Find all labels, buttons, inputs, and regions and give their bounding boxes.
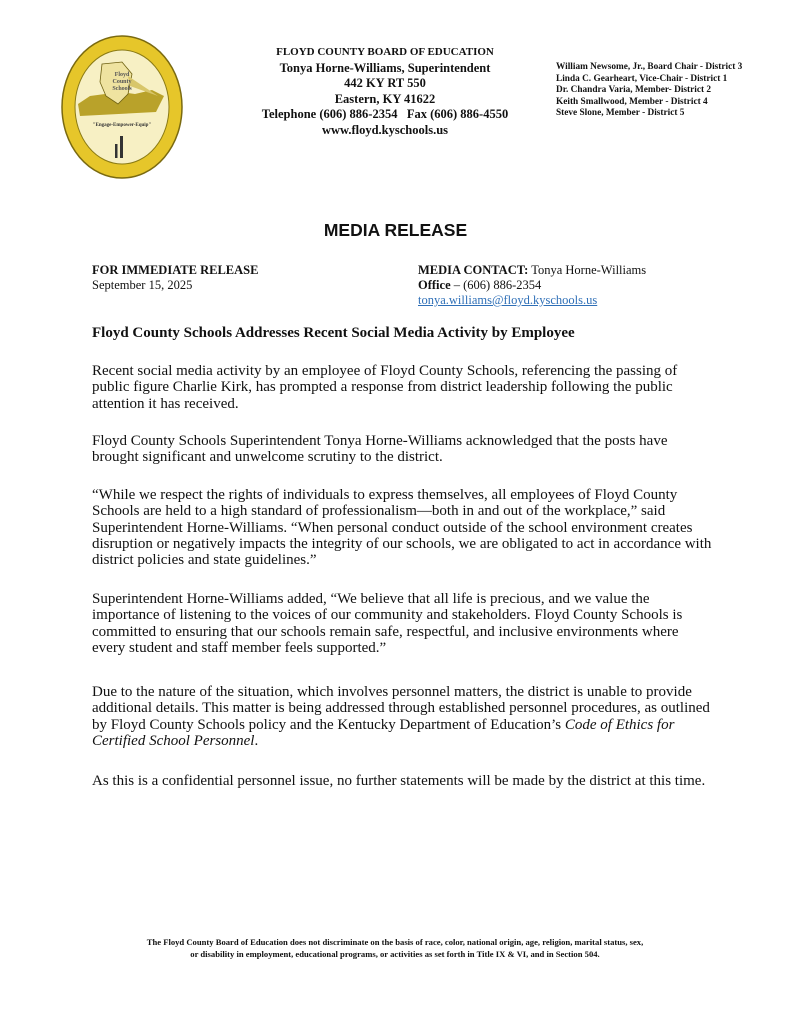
logo-inner-text-3: Schools xyxy=(112,86,132,92)
body-paragraph: Superintendent Horne-Williams added, “We believe that all life is precious, and we value the importance of listening to the voices of our community and stakeholders. Floyd County Schools is committed to ensuring that our schools remain safe, respectful, and inclusive environments where every student and staff member feels supported.” xyxy=(92,591,683,656)
body-paragraph: Floyd County Schools Superintendent Tonya Horne-Williams acknowledged that the posts have brought significant and unwelcome scrutiny to the district. xyxy=(92,433,668,466)
page-title: MEDIA RELEASE xyxy=(323,220,468,240)
superintendent: Tonya Horne-Williams, Superintendent xyxy=(279,60,491,75)
website: www.floyd.kyschools.us xyxy=(321,122,449,137)
body-paragraph: As this is a confidential personnel issue, no further statements will be made by the district at this time. xyxy=(92,773,706,789)
footer-line-2: or disability in employment, educational programs, or activities as set forth in Title IX & VI, and in Section 504. xyxy=(190,948,600,959)
org-header xyxy=(250,45,520,138)
nondiscrimination-footer xyxy=(60,937,730,960)
contact-name: Tonya Horne-Williams xyxy=(528,263,647,277)
code-of-ethics-title: Code of Ethics for Certified School Personnel xyxy=(92,716,675,749)
address-line-2: Eastern, KY 41622 xyxy=(334,91,436,106)
para5-text: Due to the nature of the situation, which involves personnel matters, the district is unable to provide additional details. This matter is being addressed through established personnel procedures, as outlined by Floyd County Schools policy and the Kentucky Department of Education’s xyxy=(92,684,710,733)
logo-inner-text-2: County xyxy=(112,79,132,85)
board-member: Dr. Chandra Varia, Member- District 2 xyxy=(556,85,712,96)
contact-label: MEDIA CONTACT: xyxy=(418,263,529,277)
phone-fax: Telephone (606) 886-2354 Fax (606) 886-4550 xyxy=(261,107,509,121)
body-paragraph: Recent social media activity by an employee of Floyd County Schools, referencing the passing of public figure Charlie Kirk, has prompted a response from district leadership following the public attention it has received. xyxy=(92,363,678,412)
office-label: Office xyxy=(418,278,451,292)
release-date: September 15, 2025 xyxy=(92,278,193,292)
office-phone: – (606) 886-2354 xyxy=(450,278,542,292)
logo-inner-text-1: Floyd xyxy=(114,72,130,78)
logo-motto: "Engage-Empower-Equip" xyxy=(92,123,152,128)
para5-end: . xyxy=(254,732,259,749)
board-member: Steve Slone, Member - District 5 xyxy=(556,108,685,119)
org-name: FLOYD COUNTY BOARD OF EDUCATION xyxy=(276,46,494,58)
body-paragraph: “While we respect the rights of individuals to express themselves, all employees of Floyd County Schools are held to a high standard of professionalism—both in and out of the workplace,” said Superintendent Horne-Williams. “When personal conduct outside of the school environment creates disruption or negatively impacts the integrity of our schools, we are obligated to act in accordance with district policies and state guidelines.” xyxy=(92,487,712,569)
release-block xyxy=(92,263,258,293)
district-logo-seal xyxy=(60,34,184,180)
release-label: FOR IMMEDIATE RELEASE xyxy=(92,263,259,277)
body-paragraph xyxy=(92,684,712,749)
footer-line-1: The Floyd County Board of Education does not discriminate on the basis of race, color, national origin, age, religion, marital status, sex, xyxy=(146,937,644,947)
address-line-1: 442 KY RT 550 xyxy=(344,76,426,90)
headline: Floyd County Schools Addresses Recent Social Media Activity by Employee xyxy=(92,325,575,341)
media-contact xyxy=(418,263,646,308)
board-members xyxy=(556,62,742,120)
contact-email-link[interactable]: tonya.williams@floyd.kyschools.us xyxy=(418,293,598,307)
board-member: William Newsome, Jr., Board Chair - District 3 xyxy=(556,62,743,72)
board-member: Linda C. Gearheart, Vice-Chair - District 1 xyxy=(556,73,728,84)
board-member: Keith Smallwood, Member - District 4 xyxy=(556,96,708,107)
